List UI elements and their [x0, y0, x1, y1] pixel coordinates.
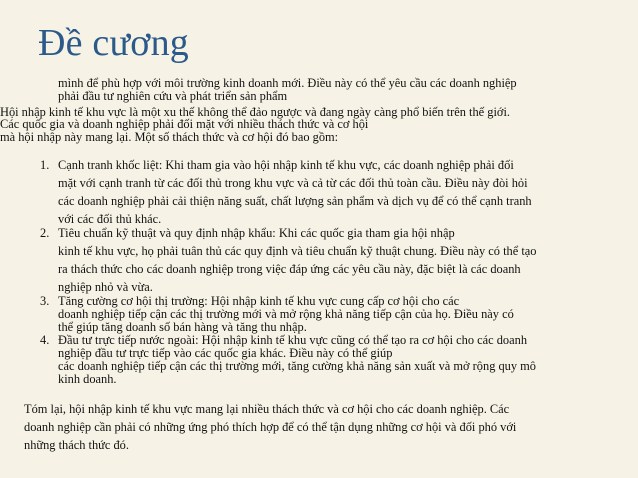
intro-line: Hội nhập kinh tế khu vực là một xu thế không thể đảo ngược và đang ngày càng phổ biến trên thế giới. [0, 105, 511, 119]
conclusion-line: doanh nghiệp cần phải có những ứng phó thích hợp để có thể tận dụng những cơ hội và đối phó với [24, 420, 517, 434]
intro-line: Các quốc gia và doanh nghiệp phải đối mặt với nhiều thách thức và cơ hội [0, 117, 369, 131]
list-item-line: mặt với cạnh tranh từ các đối thủ trong khu vực và cả từ các đối thủ toàn cầu. Điều này đòi hỏi [58, 176, 528, 190]
list-item-line: các doanh nghiệp phải cải thiện năng suất, chất lượng sản phẩm và dịch vụ để có thể cạnh tranh [58, 194, 532, 208]
list-item-line: thể giúp tăng doanh số bán hàng và tăng thu nhập. [58, 320, 307, 334]
list-item-line: với các đối thủ khác. [58, 212, 162, 226]
list-item-line: Tăng cường cơ hội thị trường: Hội nhập kinh tế khu vực cung cấp cơ hội cho các [58, 294, 460, 308]
intro-line: mà hội nhập này mang lại. Một số thách thức và cơ hội đó bao gồm: [0, 130, 339, 144]
list-item-line: các doanh nghiệp tiếp cận các thị trường mới, tăng cường khả năng sản xuất và mở rộng quy mô [58, 359, 537, 373]
slide-title: Đề cương [38, 22, 189, 64]
intro-line: mình để phù hợp với môi trường kinh doanh mới. Điều này có thể yêu cầu các doanh nghiệp [58, 76, 517, 90]
list-item-line: Đầu tư trực tiếp nước ngoài: Hội nhập kinh tế khu vực cũng có thể tạo ra cơ hội cho các doanh [58, 333, 528, 347]
list-item-number: 1. [40, 158, 50, 172]
conclusion-line: những thách thức đó. [24, 438, 129, 452]
list-item-line: nghiệp đầu tư trực tiếp vào các quốc gia khác. Điều này có thể giúp [58, 346, 393, 360]
list-item-line: kinh doanh. [58, 372, 117, 386]
list-item-line: kinh tế khu vực, họ phải tuân thủ các quy định và tiêu chuẩn kỹ thuật chung. Điều này có thể tạo [58, 244, 537, 258]
intro-line: phải đầu tư nghiên cứu và phát triển sản phẩm [58, 89, 288, 103]
list-item-number: 4. [40, 333, 50, 347]
list-item-line: Cạnh tranh khốc liệt: Khi tham gia vào hội nhập kinh tế khu vực, các doanh nghiệp phải đối [58, 158, 514, 172]
list-item-line: Tiêu chuẩn kỹ thuật và quy định nhập khẩu: Khi các quốc gia tham gia hội nhập [58, 226, 455, 240]
list-item-line: doanh nghiệp tiếp cận các thị trường mới và mở rộng khả năng tiếp cận của họ. Điều này có [58, 307, 514, 321]
list-item-number: 3. [40, 294, 50, 308]
list-item-line: nghiệp nhỏ và vừa. [58, 280, 153, 294]
conclusion-line: Tóm lại, hội nhập kinh tế khu vực mang lại nhiều thách thức và cơ hội cho các doanh nghiệp. Các [24, 402, 510, 416]
list-item-number: 2. [40, 226, 50, 240]
list-item-line: ra thách thức cho các doanh nghiệp trong việc đáp ứng các yêu cầu này, đặc biệt là các doanh [58, 262, 521, 276]
